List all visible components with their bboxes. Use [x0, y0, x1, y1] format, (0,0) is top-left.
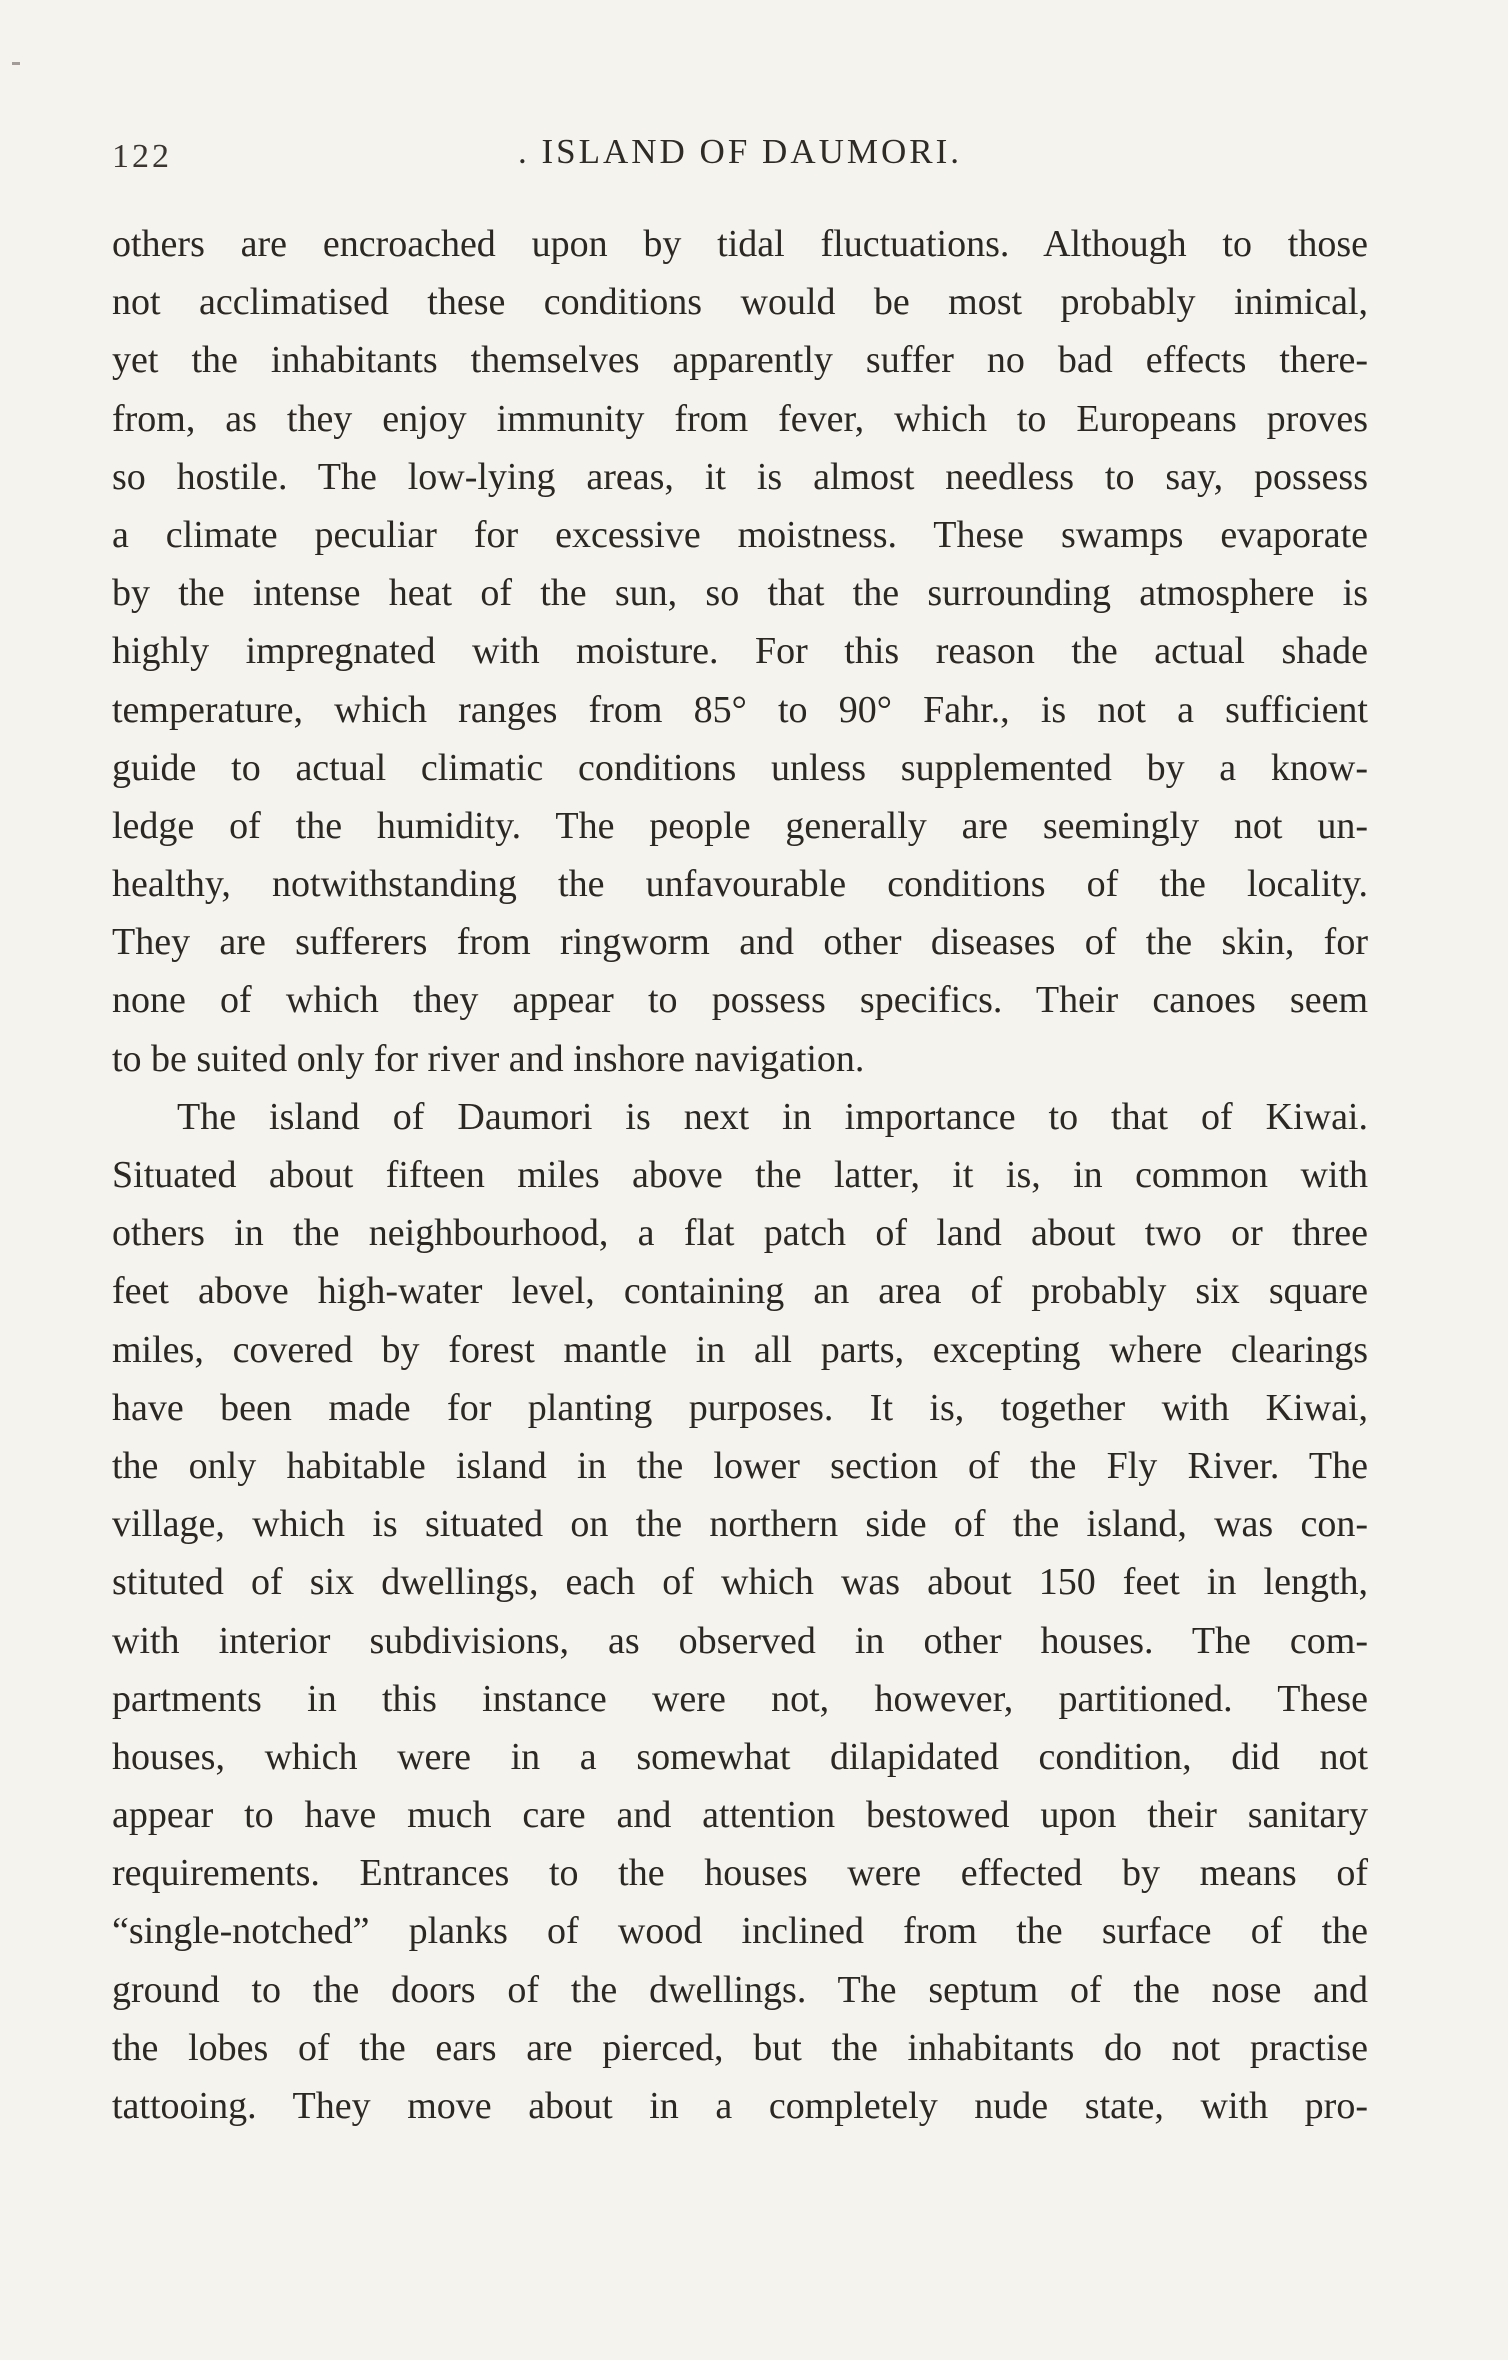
text-line: partments in this instance were not, however, partitioned. These [112, 1677, 1368, 1720]
body-text [112, 215, 1368, 2135]
text-line: a climate peculiar for excessive moistness. These swamps evaporate [112, 513, 1368, 556]
text-line: the lobes of the ears are pierced, but the inhabitants do not practise [112, 2026, 1368, 2069]
text-line: They are sufferers from ringworm and other diseases of the skin, for [112, 921, 1368, 964]
text-line: stituted of six dwellings, each of which was about 150 feet in length, [112, 1561, 1368, 1604]
running-title: . ISLAND OF DAUMORI. [517, 132, 963, 171]
text-line: to be suited only for river and inshore navigation. [112, 1037, 865, 1080]
text-line: tattooing. They move about in a completely nude state, with pro- [112, 2085, 1368, 2127]
paragraph-2 [112, 1088, 1368, 2135]
text-line: guide to actual climatic conditions unless supplemented by a know- [112, 746, 1368, 789]
text-line: appear to have much care and attention bestowed upon their sanitary [112, 1794, 1368, 1837]
text-line: The island of Daumori is next in importance to that of Kiwai. [177, 1095, 1368, 1138]
text-line: village, which is situated on the northern side of the island, was con- [112, 1503, 1368, 1546]
running-head [112, 132, 1368, 180]
text-line: “single-notched” planks of wood inclined from the surface of the [112, 1910, 1368, 1953]
text-line: from, as they enjoy immunity from fever, which to Europeans proves [112, 397, 1368, 440]
text-line: yet the inhabitants themselves apparently suffer no bad effects there- [112, 339, 1368, 382]
text-line: by the intense heat of the sun, so that the surrounding atmosphere is [112, 572, 1368, 615]
text-line: houses, which were in a somewhat dilapidated condition, did not [112, 1735, 1368, 1778]
text-line: with interior subdivisions, as observed in other houses. The com- [112, 1619, 1368, 1662]
text-line: others are encroached upon by tidal fluctuations. Although to those [112, 223, 1368, 265]
text-line: none of which they appear to possess specifics. Their canoes seem [112, 979, 1368, 1022]
text-line: have been made for planting purposes. It is, together with Kiwai, [112, 1386, 1368, 1429]
page-number: 122 [112, 138, 172, 175]
text-line: temperature, which ranges from 85° to 90° Fahr., is not a sufficient [112, 688, 1368, 731]
text-line: miles, covered by forest mantle in all parts, excepting where clearings [112, 1328, 1368, 1371]
text-line: so hostile. The low-lying areas, it is almost needless to say, possess [112, 455, 1368, 498]
text-line: the only habitable island in the lower section of the Fly River. The [112, 1444, 1368, 1487]
text-line: Situated about fifteen miles above the latter, it is, in common with [112, 1154, 1368, 1196]
text-line: healthy, notwithstanding the unfavourable conditions of the locality. [112, 863, 1368, 906]
text-line: ground to the doors of the dwellings. The septum of the nose and [112, 1968, 1368, 2011]
text-line: ledge of the humidity. The people generally are seemingly not un- [112, 804, 1368, 847]
text-line: highly impregnated with moisture. For this reason the actual shade [112, 630, 1368, 673]
paragraph-1 [112, 215, 1368, 1088]
text-line: requirements. Entrances to the houses were effected by means of [112, 1852, 1368, 1895]
margin-mark [12, 62, 20, 65]
text-line: feet above high-water level, containing an area of probably six square [112, 1270, 1368, 1313]
text-line: not acclimatised these conditions would be most probably inimical, [112, 281, 1368, 324]
text-line: others in the neighbourhood, a flat patch of land about two or three [112, 1212, 1368, 1255]
